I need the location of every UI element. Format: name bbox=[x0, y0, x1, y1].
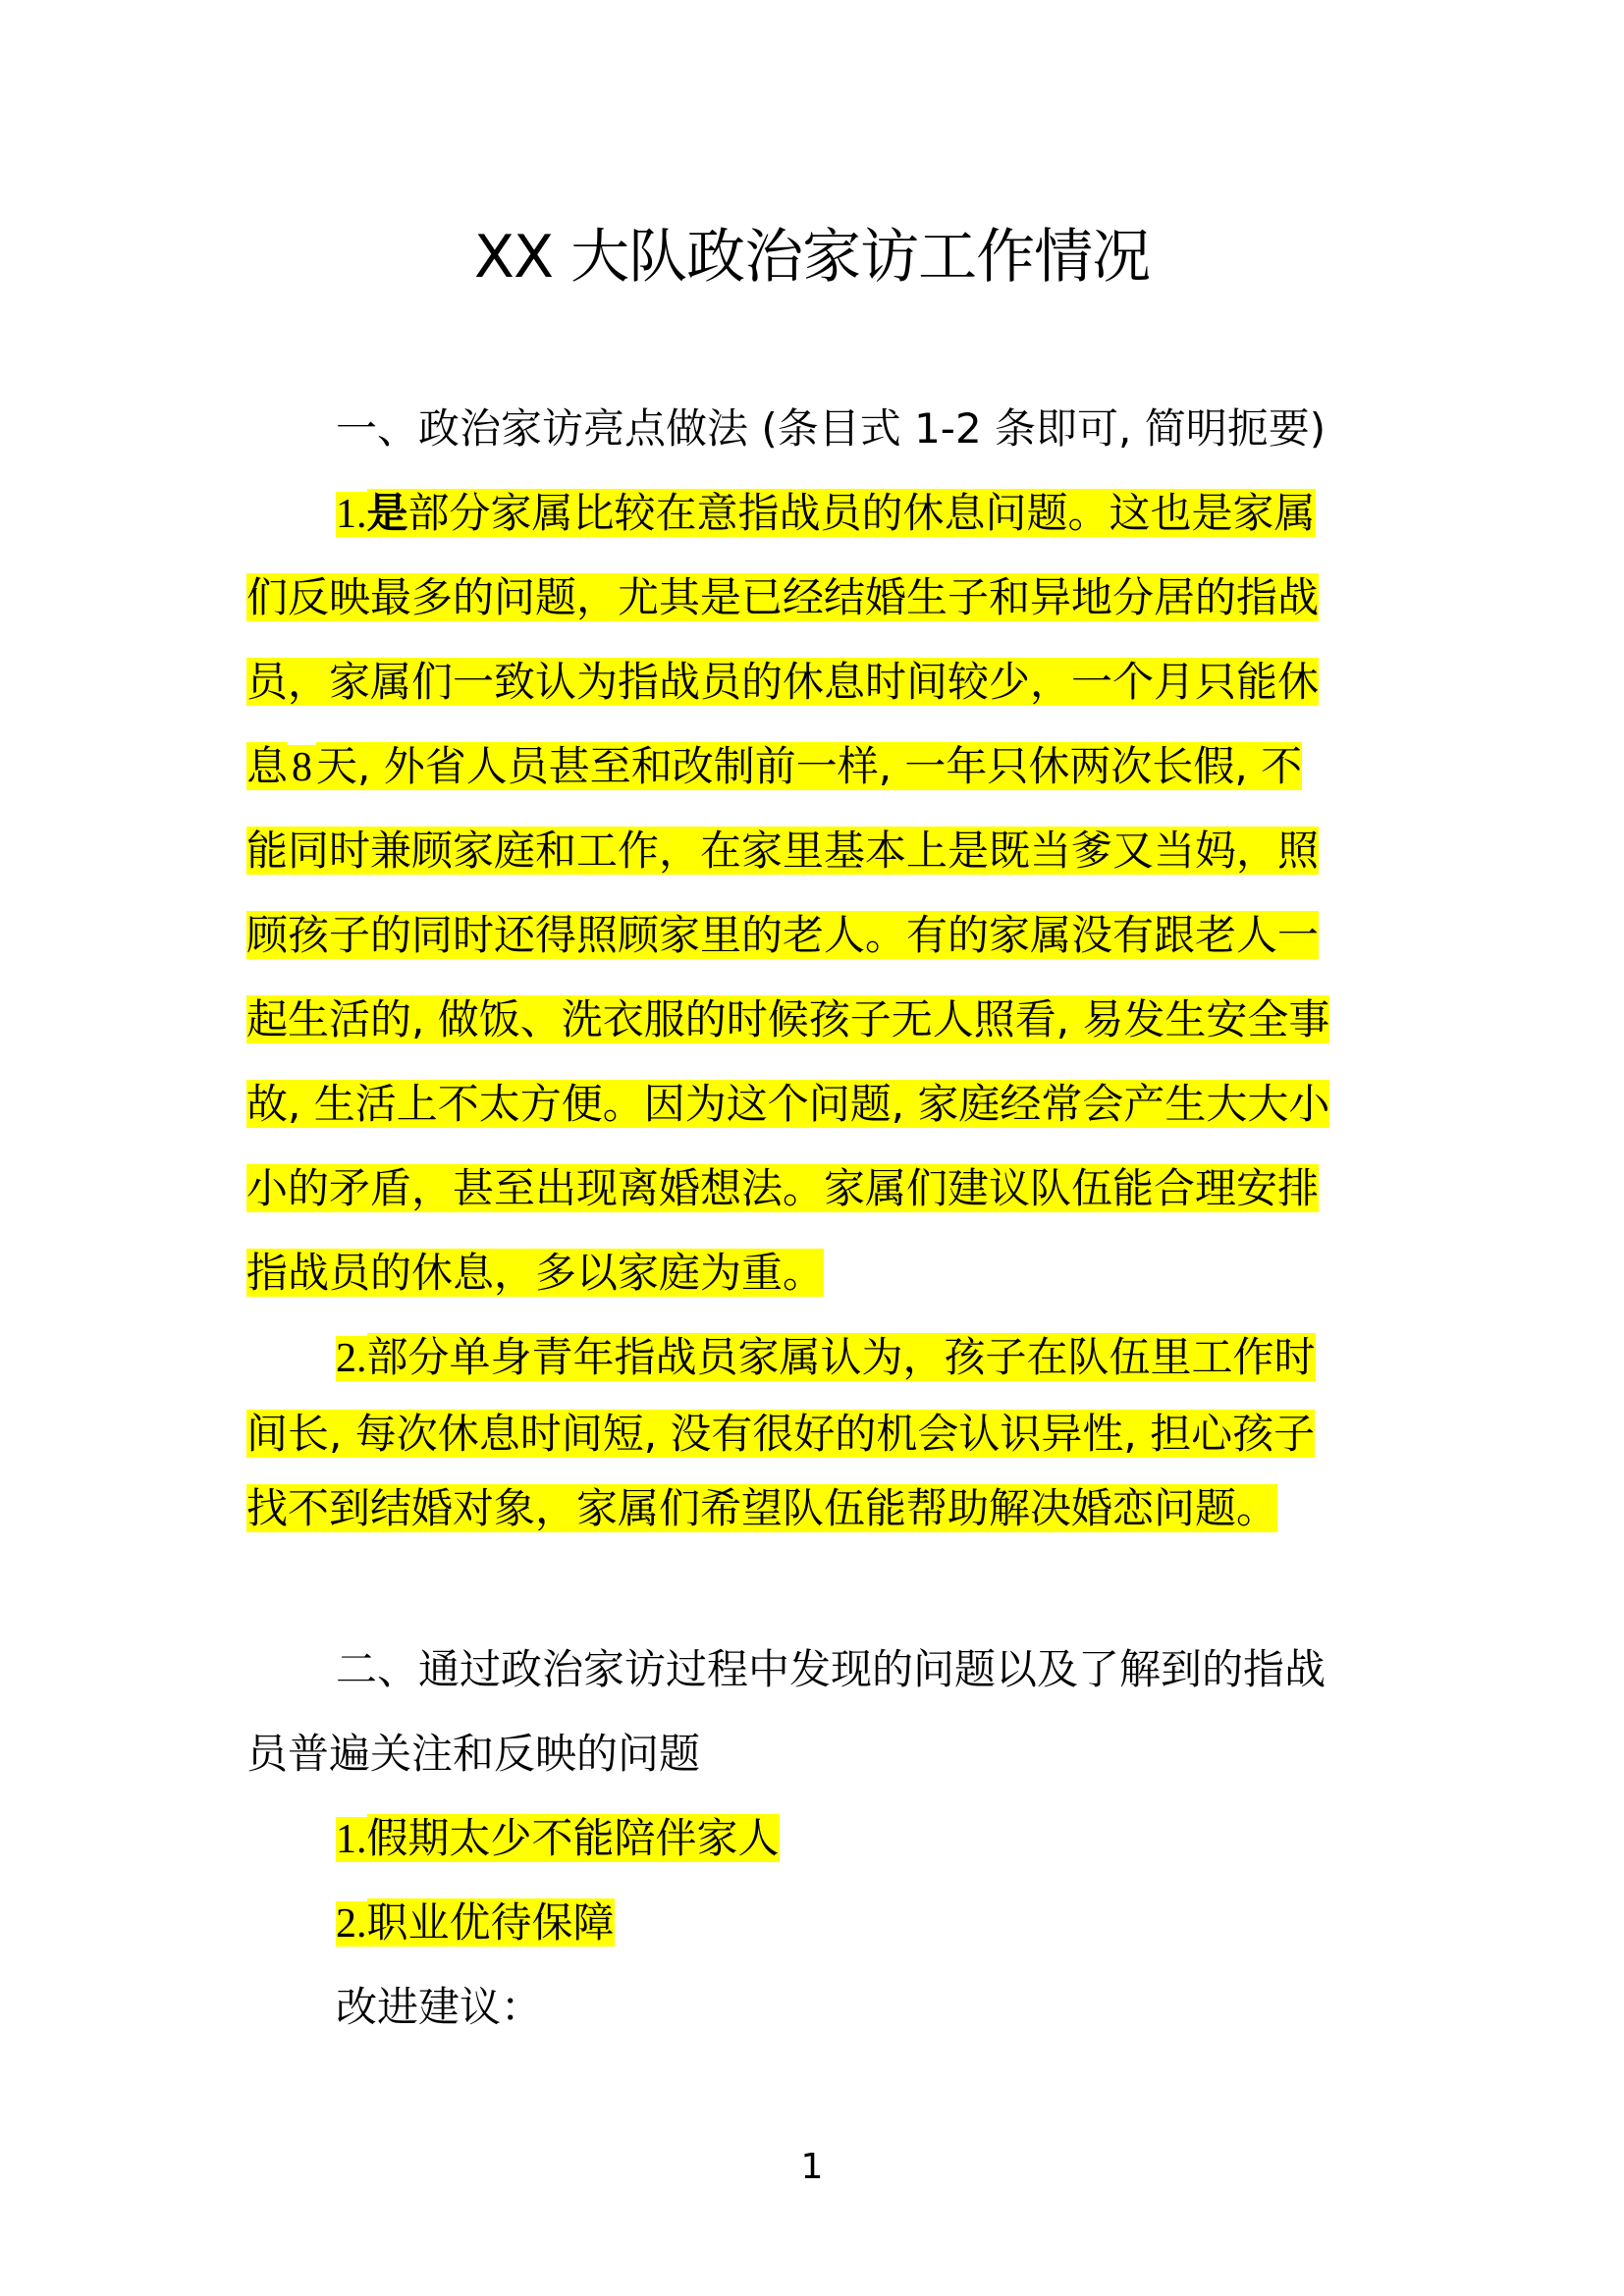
bold-lead: 是 bbox=[366, 489, 408, 537]
document-title: XX 大队政治家访工作情况 bbox=[473, 223, 1151, 292]
section1-item1-line5: 能同时兼顾家庭和工作，在家里基本上是既当爹又当妈，照 bbox=[246, 827, 1320, 875]
section1-item1-line3: 员，家属们一致认为指战员的休息时间较少，一个月只能休 bbox=[246, 658, 1320, 706]
section1-item1-line9: 小的矛盾，甚至出现离婚想法。家属们建议队伍能合理安排 bbox=[246, 1164, 1320, 1212]
section1-item1-line6: 顾孩子的同时还得照顾家里的老人。有的家属没有跟老人一 bbox=[246, 911, 1320, 959]
section2-item1: 1.假期太少不能陪伴家人 bbox=[336, 1814, 780, 1862]
item-number: 2. bbox=[336, 1901, 367, 1947]
section2-heading-line1: 二、通过政治家访过程中发现的问题以及了解到的指战 bbox=[336, 1645, 1326, 1693]
section1-item1-line1: 1.是部分家属比较在意指战员的休息问题。这也是家属 bbox=[336, 489, 1316, 537]
section1-item1-line10: 指战员的休息，多以家庭为重。 bbox=[246, 1249, 825, 1297]
section2-heading-line2: 员普遍关注和反映的问题 bbox=[246, 1730, 701, 1778]
days-number: 8 bbox=[288, 745, 316, 790]
section1-item1-line4: 息8天, 外省人员甚至和改制前一样, 一年只休两次长假, 不 bbox=[246, 742, 1303, 790]
section1-item1-line8: 故, 生活上不太方便。因为这个问题, 家庭经常会产生大大小 bbox=[246, 1080, 1330, 1128]
item-number: 2. bbox=[336, 1336, 367, 1381]
section1-item1-line2: 们反映最多的问题，尤其是已经结婚生子和异地分居的指战 bbox=[246, 573, 1320, 621]
section1-item2-line3: 找不到结婚对象，家属们希望队伍能帮助解决婚恋问题。 bbox=[246, 1484, 1278, 1532]
section1-item1-line7: 起生活的, 做饭、洗衣服的时候孩子无人照看, 易发生安全事 bbox=[246, 995, 1330, 1043]
page-number: 1 bbox=[800, 2147, 824, 2187]
suggestions-label: 改进建议： bbox=[336, 1983, 543, 2031]
section1-item2-line2: 间长, 每次休息时间短, 没有很好的机会认识异性, 担心孩子 bbox=[246, 1410, 1316, 1458]
section1-heading: 一、政治家访亮点做法 (条目式 1-2 条即可, 简明扼要) bbox=[336, 404, 1326, 453]
item-number: 1. bbox=[336, 1817, 367, 1862]
item-number: 1. bbox=[336, 492, 367, 537]
section1-item2-line1: 2.部分单身青年指战员家属认为，孩子在队伍里工作时 bbox=[336, 1333, 1316, 1381]
section2-item2: 2.职业优待保障 bbox=[336, 1898, 615, 1947]
